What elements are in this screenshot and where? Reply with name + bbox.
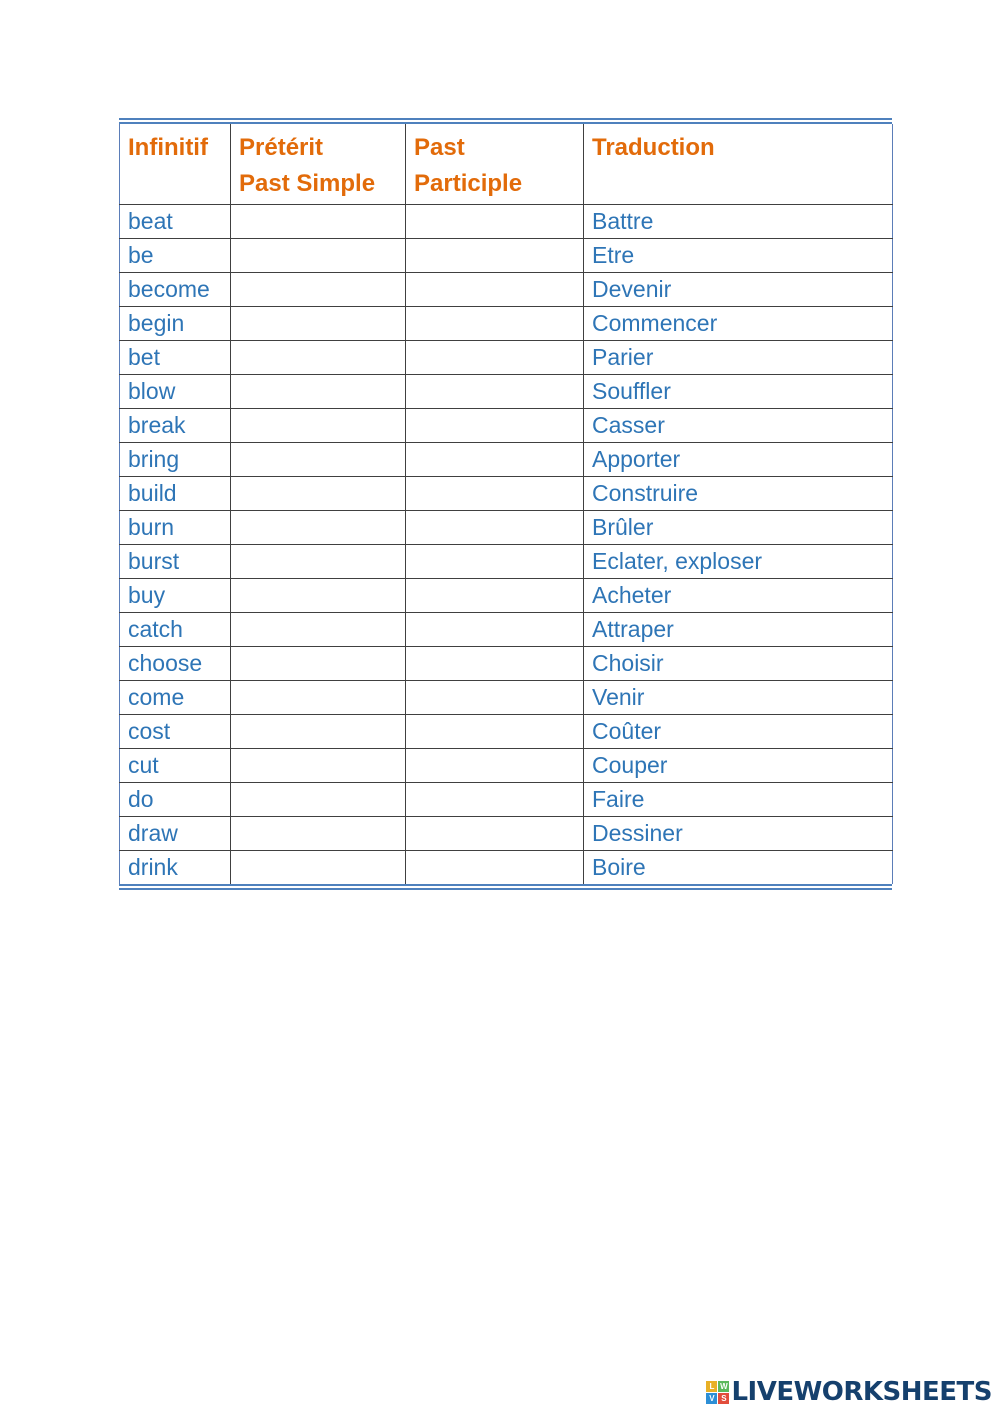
infinitive-cell: come: [120, 681, 231, 715]
preterit-cell[interactable]: [231, 783, 406, 817]
infinitive-cell: blow: [120, 375, 231, 409]
translation-cell: Faire: [584, 783, 893, 817]
translation-cell: Apporter: [584, 443, 893, 477]
preterit-cell[interactable]: [231, 545, 406, 579]
table-header: [120, 124, 893, 205]
preterit-cell[interactable]: [231, 613, 406, 647]
infinitive-cell: bet: [120, 341, 231, 375]
past-participle-cell[interactable]: [406, 443, 584, 477]
translation-cell: Parier: [584, 341, 893, 375]
verb-table: [119, 124, 893, 884]
translation-cell: Etre: [584, 239, 893, 273]
preterit-cell[interactable]: [231, 579, 406, 613]
bottom-rule: [119, 888, 892, 890]
infinitive-cell: choose: [120, 647, 231, 681]
preterit-cell[interactable]: [231, 205, 406, 239]
header-past-participle-line: Participle: [414, 170, 523, 197]
translation-cell: Eclater, exploser: [584, 545, 893, 579]
translation-cell: Acheter: [584, 579, 893, 613]
preterit-cell[interactable]: [231, 477, 406, 511]
table-row: [120, 375, 893, 409]
table-row: [120, 205, 893, 239]
translation-cell: Boire: [584, 851, 893, 885]
past-participle-cell[interactable]: [406, 341, 584, 375]
translation-cell: Coûter: [584, 715, 893, 749]
table-row: [120, 341, 893, 375]
infinitive-cell: cut: [120, 749, 231, 783]
past-participle-cell[interactable]: [406, 783, 584, 817]
past-participle-cell[interactable]: [406, 375, 584, 409]
infinitive-cell: burn: [120, 511, 231, 545]
preterit-cell[interactable]: [231, 307, 406, 341]
infinitive-cell: be: [120, 239, 231, 273]
top-rule: [119, 118, 892, 120]
preterit-cell[interactable]: [231, 817, 406, 851]
table-row: [120, 273, 893, 307]
past-participle-cell[interactable]: [406, 545, 584, 579]
translation-cell: Casser: [584, 409, 893, 443]
table-row: [120, 307, 893, 341]
translation-cell: Choisir: [584, 647, 893, 681]
translation-cell: Battre: [584, 205, 893, 239]
infinitive-cell: beat: [120, 205, 231, 239]
logo-mark-tile: S: [718, 1393, 729, 1404]
infinitive-cell: drink: [120, 851, 231, 885]
preterit-cell[interactable]: [231, 443, 406, 477]
logo-text: LIVEWORKSHEETS: [731, 1377, 992, 1407]
worksheet: [119, 118, 892, 890]
table-row: [120, 409, 893, 443]
past-participle-cell[interactable]: [406, 273, 584, 307]
table-row: [120, 443, 893, 477]
translation-cell: Construire: [584, 477, 893, 511]
translation-cell: Attraper: [584, 613, 893, 647]
table-row: [120, 477, 893, 511]
preterit-cell[interactable]: [231, 681, 406, 715]
infinitive-cell: build: [120, 477, 231, 511]
past-participle-cell[interactable]: [406, 613, 584, 647]
table-row: [120, 579, 893, 613]
translation-cell: Dessiner: [584, 817, 893, 851]
table-row: [120, 749, 893, 783]
translation-cell: Couper: [584, 749, 893, 783]
preterit-cell[interactable]: [231, 409, 406, 443]
infinitive-cell: bring: [120, 443, 231, 477]
logo-mark-icon: [706, 1381, 729, 1404]
table-row: [120, 851, 893, 885]
header-preterit-line: Past Simple: [239, 170, 376, 197]
header-traduction: [584, 124, 893, 205]
preterit-cell[interactable]: [231, 239, 406, 273]
past-participle-cell[interactable]: [406, 239, 584, 273]
infinitive-cell: buy: [120, 579, 231, 613]
table-row: [120, 647, 893, 681]
past-participle-cell[interactable]: [406, 579, 584, 613]
infinitive-cell: break: [120, 409, 231, 443]
bottom-rule-inner: [119, 884, 892, 886]
header-infinitif: [120, 124, 231, 205]
header-past-participle: [406, 124, 584, 205]
preterit-cell[interactable]: [231, 341, 406, 375]
past-participle-cell[interactable]: [406, 851, 584, 885]
past-participle-cell[interactable]: [406, 409, 584, 443]
liveworksheets-logo: [706, 1377, 992, 1407]
translation-cell: Devenir: [584, 273, 893, 307]
table-row: [120, 545, 893, 579]
preterit-cell[interactable]: [231, 749, 406, 783]
header-row: [120, 124, 893, 205]
table-row: [120, 681, 893, 715]
infinitive-cell: burst: [120, 545, 231, 579]
header-preterit-line: Prétérit: [239, 134, 324, 161]
past-participle-cell[interactable]: [406, 817, 584, 851]
table-row: [120, 511, 893, 545]
table-row: [120, 817, 893, 851]
past-participle-cell[interactable]: [406, 647, 584, 681]
past-participle-cell[interactable]: [406, 477, 584, 511]
table-row: [120, 715, 893, 749]
past-participle-cell[interactable]: [406, 307, 584, 341]
past-participle-cell[interactable]: [406, 681, 584, 715]
infinitive-cell: begin: [120, 307, 231, 341]
infinitive-cell: do: [120, 783, 231, 817]
infinitive-cell: become: [120, 273, 231, 307]
header-traduction-line: Traduction: [592, 134, 715, 161]
logo-mark-tile: W: [720, 1381, 728, 1391]
preterit-cell[interactable]: [231, 715, 406, 749]
table-row: [120, 239, 893, 273]
translation-cell: Brûler: [584, 511, 893, 545]
table-body: [120, 205, 893, 885]
header-past-participle-line: Past: [414, 134, 465, 161]
preterit-cell[interactable]: [231, 647, 406, 681]
translation-cell: Souffler: [584, 375, 893, 409]
preterit-cell[interactable]: [231, 851, 406, 885]
past-participle-cell[interactable]: [406, 511, 584, 545]
table-row: [120, 783, 893, 817]
infinitive-cell: cost: [120, 715, 231, 749]
header-infinitif-line: Infinitif: [128, 134, 208, 161]
past-participle-cell[interactable]: [406, 749, 584, 783]
preterit-cell[interactable]: [231, 511, 406, 545]
translation-cell: Venir: [584, 681, 893, 715]
past-participle-cell[interactable]: [406, 205, 584, 239]
past-participle-cell[interactable]: [406, 715, 584, 749]
preterit-cell[interactable]: [231, 375, 406, 409]
logo-mark-tile: L: [706, 1381, 717, 1392]
infinitive-cell: catch: [120, 613, 231, 647]
infinitive-cell: draw: [120, 817, 231, 851]
preterit-cell[interactable]: [231, 273, 406, 307]
logo-mark-tile: V: [706, 1393, 717, 1404]
table-row: [120, 613, 893, 647]
translation-cell: Commencer: [584, 307, 893, 341]
header-preterit: [231, 124, 406, 205]
